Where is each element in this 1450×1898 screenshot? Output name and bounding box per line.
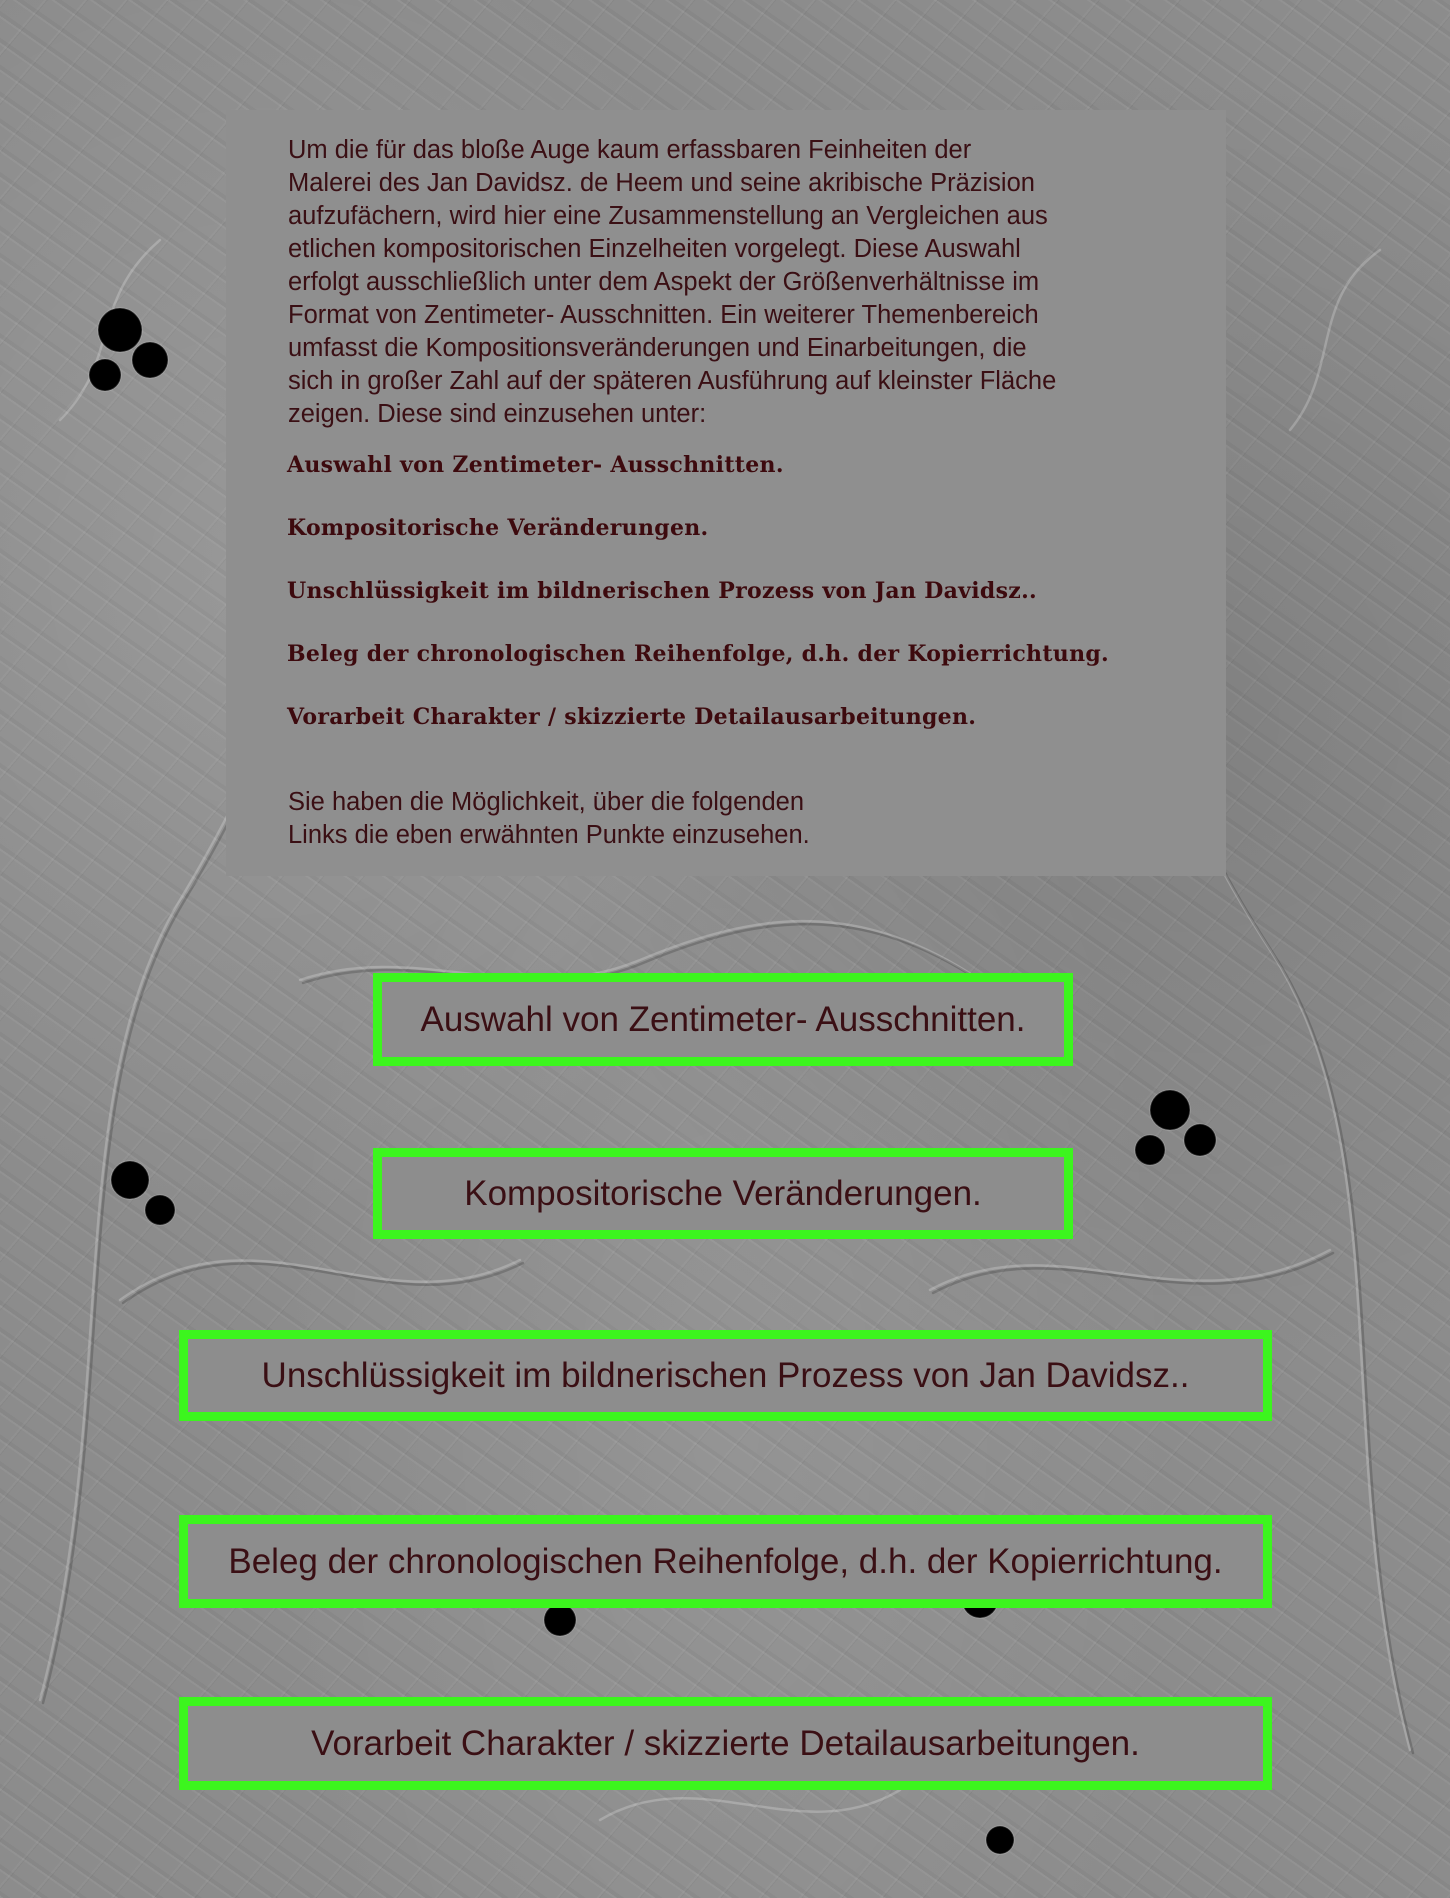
topic-heading-chronologie: Beleg der chronologischen Reihenfolge, d.h. der Kopierrichtung. bbox=[287, 641, 1110, 667]
closing-line: Sie haben die Möglichkeit, über die folgenden bbox=[288, 788, 805, 816]
intro-line: Um die für das bloße Auge kaum erfassbaren Feinheiten der bbox=[288, 136, 972, 164]
intro-line: umfasst die Kompositionsveränderungen und Einarbeitungen, die bbox=[288, 334, 1027, 362]
intro-paragraph bbox=[288, 134, 1188, 431]
closing-line: Links die eben erwähnten Punkte einzusehen. bbox=[288, 821, 810, 849]
intro-line: erfolgt ausschließlich unter dem Aspekt der Größenverhältnisse im bbox=[288, 268, 1040, 296]
topic-heading-zentimeter: Auswahl von Zentimeter- Ausschnitten. bbox=[287, 452, 784, 478]
link-label: Kompositorische Veränderungen. bbox=[464, 1173, 982, 1213]
link-button-chronologische-reihenfolge[interactable] bbox=[179, 1515, 1272, 1608]
closing-paragraph bbox=[288, 786, 1188, 852]
link-button-unschluessigkeit[interactable] bbox=[179, 1330, 1272, 1421]
topic-heading-unschluessigkeit: Unschlüssigkeit im bildnerischen Prozess von Jan Davidsz.. bbox=[287, 578, 1037, 604]
intro-line: Format von Zentimeter- Ausschnitten. Ein weiterer Themenbereich bbox=[288, 301, 1039, 329]
link-label: Vorarbeit Charakter / skizzierte Detailausarbeitungen. bbox=[311, 1723, 1140, 1763]
link-button-zentimeter-ausschnitte[interactable] bbox=[373, 973, 1073, 1066]
intro-line: etlichen kompositorischen Einzelheiten vorgelegt. Diese Auswahl bbox=[288, 235, 1021, 263]
intro-line: sich in großer Zahl auf der späteren Ausführung auf kleinster Fläche bbox=[288, 367, 1057, 395]
intro-text-panel bbox=[226, 110, 1226, 876]
link-label: Beleg der chronologischen Reihenfolge, d.h. der Kopierrichtung. bbox=[228, 1541, 1223, 1581]
intro-line: Malerei des Jan Davidsz. de Heem und seine akribische Präzision bbox=[288, 169, 1035, 197]
link-button-vorarbeit-charakter[interactable] bbox=[179, 1697, 1272, 1790]
intro-line: aufzufächern, wird hier eine Zusammenstellung an Vergleichen aus bbox=[288, 202, 1048, 230]
link-button-kompositorische-veraenderungen[interactable] bbox=[373, 1148, 1073, 1239]
link-label: Auswahl von Zentimeter- Ausschnitten. bbox=[420, 999, 1026, 1039]
topic-heading-vorarbeit: Vorarbeit Charakter / skizzierte Detailausarbeitungen. bbox=[287, 704, 977, 730]
topic-heading-kompositorisch: Kompositorische Veränderungen. bbox=[287, 515, 709, 541]
intro-line: zeigen. Diese sind einzusehen unter: bbox=[288, 400, 707, 428]
link-label: Unschlüssigkeit im bildnerischen Prozess von Jan Davidsz.. bbox=[261, 1355, 1190, 1395]
